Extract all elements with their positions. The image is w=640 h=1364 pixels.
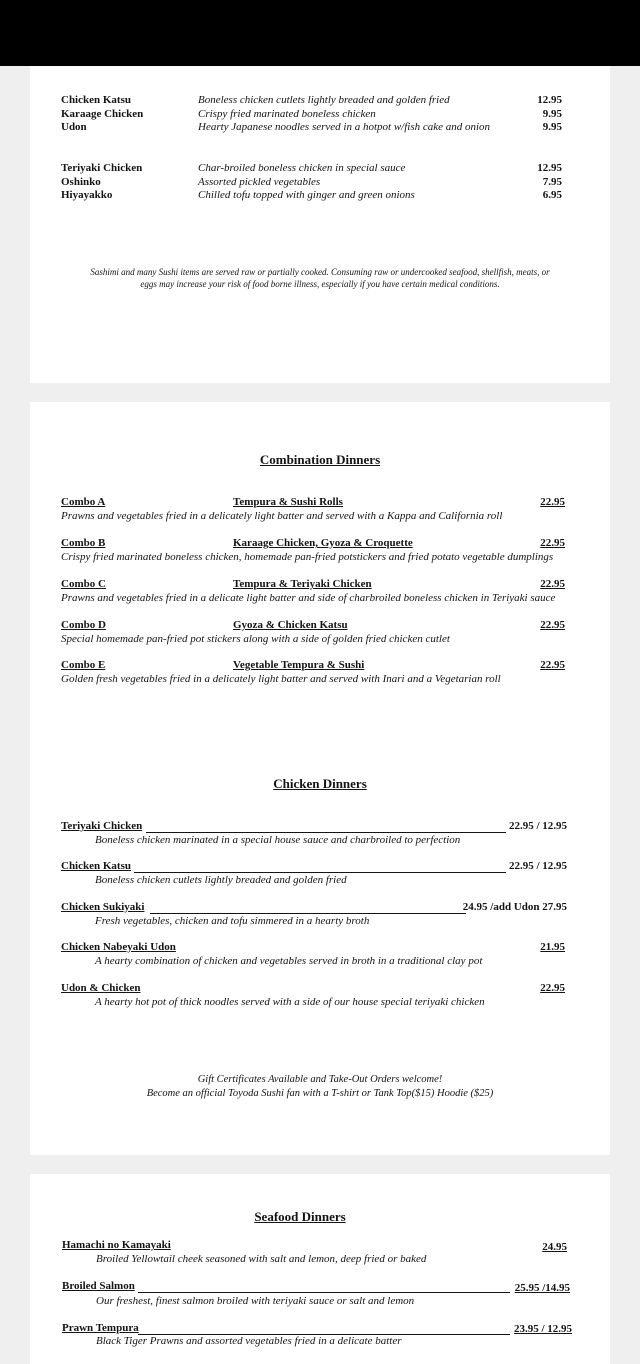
- combo-title: Tempura & Teriyaki Chicken: [233, 578, 372, 590]
- combo-desc: Prawns and vegetables fried in a delicate light batter and side of charbroiled boneless chicken in Teriyaki sauce: [61, 591, 556, 604]
- item-name: Oshinko: [61, 175, 101, 188]
- seafood-desc: Black Tiger Prawns and assorted vegetables fried in a delicate batter: [96, 1335, 402, 1347]
- disclaimer-line-2: eggs may increase your risk of food borne illness, especially if you have certain medical conditions.: [140, 279, 500, 289]
- item-name: Teriyaki Chicken: [61, 162, 143, 174]
- dinner-price: 22.95 / 12.95: [508, 860, 567, 872]
- menu-page-2: [30, 402, 610, 1155]
- combo-title: Vegetable Tempura & Sushi: [233, 659, 365, 671]
- combo-name: Combo B: [61, 537, 106, 549]
- seafood-desc: Broiled Yellowtail cheek seasoned with salt and lemon, deep fried or baked: [96, 1252, 427, 1265]
- dinner-name: Udon & Chicken: [61, 982, 141, 994]
- dinner-name: Chicken Sukiyaki: [61, 901, 145, 913]
- seafood-name: Hamachi no Kamayaki: [62, 1239, 171, 1251]
- seafood-desc: Our freshest, finest salmon broiled with teriyaki sauce or salt and lemon: [96, 1295, 415, 1307]
- item-name: Udon: [61, 121, 87, 133]
- seafood-price: 24.95: [542, 1241, 567, 1253]
- seafood-name: Prawn Tempura: [62, 1322, 139, 1334]
- combo-desc: Crispy fried marinated boneless chicken, homemade pan-fried potstickers and fried potato vegetable dumplings: [61, 550, 554, 563]
- combo-name: Combo C: [61, 578, 106, 590]
- combo-desc: Special homemade pan-fried pot stickers along with a side of golden fried chicken cutlet: [61, 632, 450, 645]
- combo-price: 22.95: [540, 619, 565, 631]
- combo-desc: Prawns and vegetables fried in a delicately light batter and served with a Kappa and California roll: [61, 509, 503, 522]
- combo-desc: Golden fresh vegetables fried in a delicately light batter and served with Inari and a Vegetarian roll: [61, 672, 501, 685]
- item-desc: Assorted pickled vegetables: [198, 175, 321, 188]
- leader-line: [138, 1292, 510, 1293]
- item-name: Karaage Chicken: [61, 107, 144, 120]
- item-price: 6.95: [542, 189, 562, 201]
- item-desc: Char-broiled boneless chicken in special sauce: [198, 162, 406, 174]
- combo-price: 22.95: [540, 537, 565, 549]
- combo-price: 22.95: [540, 578, 565, 590]
- gift-note-line-1: Gift Certificates Available and Take-Out Orders welcome!: [197, 1074, 443, 1085]
- combo-title: Karaage Chicken, Gyoza & Croquette: [233, 537, 413, 549]
- seafood-price: 23.95 / 12.95: [513, 1323, 572, 1335]
- combo-price: 22.95: [540, 659, 565, 671]
- combo-name: Combo E: [61, 659, 106, 671]
- dinner-price: 22.95: [540, 982, 565, 994]
- item-price: 9.95: [542, 121, 562, 133]
- dinner-desc: Boneless chicken cutlets lightly breaded and golden fried: [95, 873, 347, 886]
- item-price: 9.95: [542, 107, 562, 120]
- seafood-name: Broiled Salmon: [62, 1280, 135, 1292]
- item-price: 12.95: [537, 94, 562, 106]
- item-name: Hiyayakko: [61, 189, 113, 201]
- item-desc: Hearty Japanese noodles served in a hotpot w/fish cake and onion: [198, 121, 491, 133]
- top-bar: [0, 0, 640, 66]
- disclaimer-line-1: Sashimi and many Sushi items are served raw or partially cooked. Consuming raw or undercooked seafood, shellfish, meats, or: [90, 267, 550, 277]
- section-heading-seafood: Seafood Dinners: [254, 1209, 346, 1224]
- dinner-desc: A hearty hot pot of thick noodles served with a side of our house special teriyaki chicken: [95, 995, 485, 1008]
- combo-title: Gyoza & Chicken Katsu: [233, 619, 348, 631]
- dinner-name: Teriyaki Chicken: [61, 820, 143, 832]
- menu-page-1: [30, 66, 610, 383]
- dinner-price: 24.95 /add Udon 27.95: [462, 901, 567, 913]
- combo-price: 22.95: [540, 496, 565, 508]
- dinner-name: Chicken Katsu: [61, 860, 131, 872]
- section-heading-combination: Combination Dinners: [259, 452, 381, 467]
- dinner-name: Chicken Nabeyaki Udon: [61, 941, 176, 953]
- item-desc: Chilled tofu topped with ginger and green onions: [198, 189, 415, 201]
- item-desc: Crispy fried marinated boneless chicken: [198, 107, 376, 120]
- dinner-desc: A hearty combination of chicken and vegetables served in broth in a traditional clay pot: [95, 954, 483, 967]
- combo-name: Combo D: [61, 619, 106, 631]
- dinner-desc: Fresh vegetables, chicken and tofu simmered in a hearty broth: [95, 914, 370, 927]
- item-desc: Boneless chicken cutlets lightly breaded and golden fried: [198, 94, 450, 106]
- gift-note-line-2: Become an official Toyoda Sushi fan with a T-shirt or Tank Top($15) Hoodie ($25): [146, 1088, 494, 1099]
- dinner-price: 21.95: [540, 941, 565, 953]
- combo-title: Tempura & Sushi Rolls: [233, 496, 343, 508]
- item-price: 12.95: [537, 162, 562, 174]
- dinner-desc: Boneless chicken marinated in a special house sauce and charbroiled to perfection: [95, 833, 461, 846]
- combo-name: Combo A: [61, 496, 106, 508]
- dinner-price: 22.95 / 12.95: [508, 820, 567, 832]
- section-heading-chicken: Chicken Dinners: [273, 776, 367, 791]
- menu-page-3: [30, 1174, 610, 1364]
- item-name: Chicken Katsu: [61, 94, 131, 106]
- seafood-price: 25.95 /14.95: [514, 1282, 570, 1294]
- item-price: 7.95: [542, 175, 562, 188]
